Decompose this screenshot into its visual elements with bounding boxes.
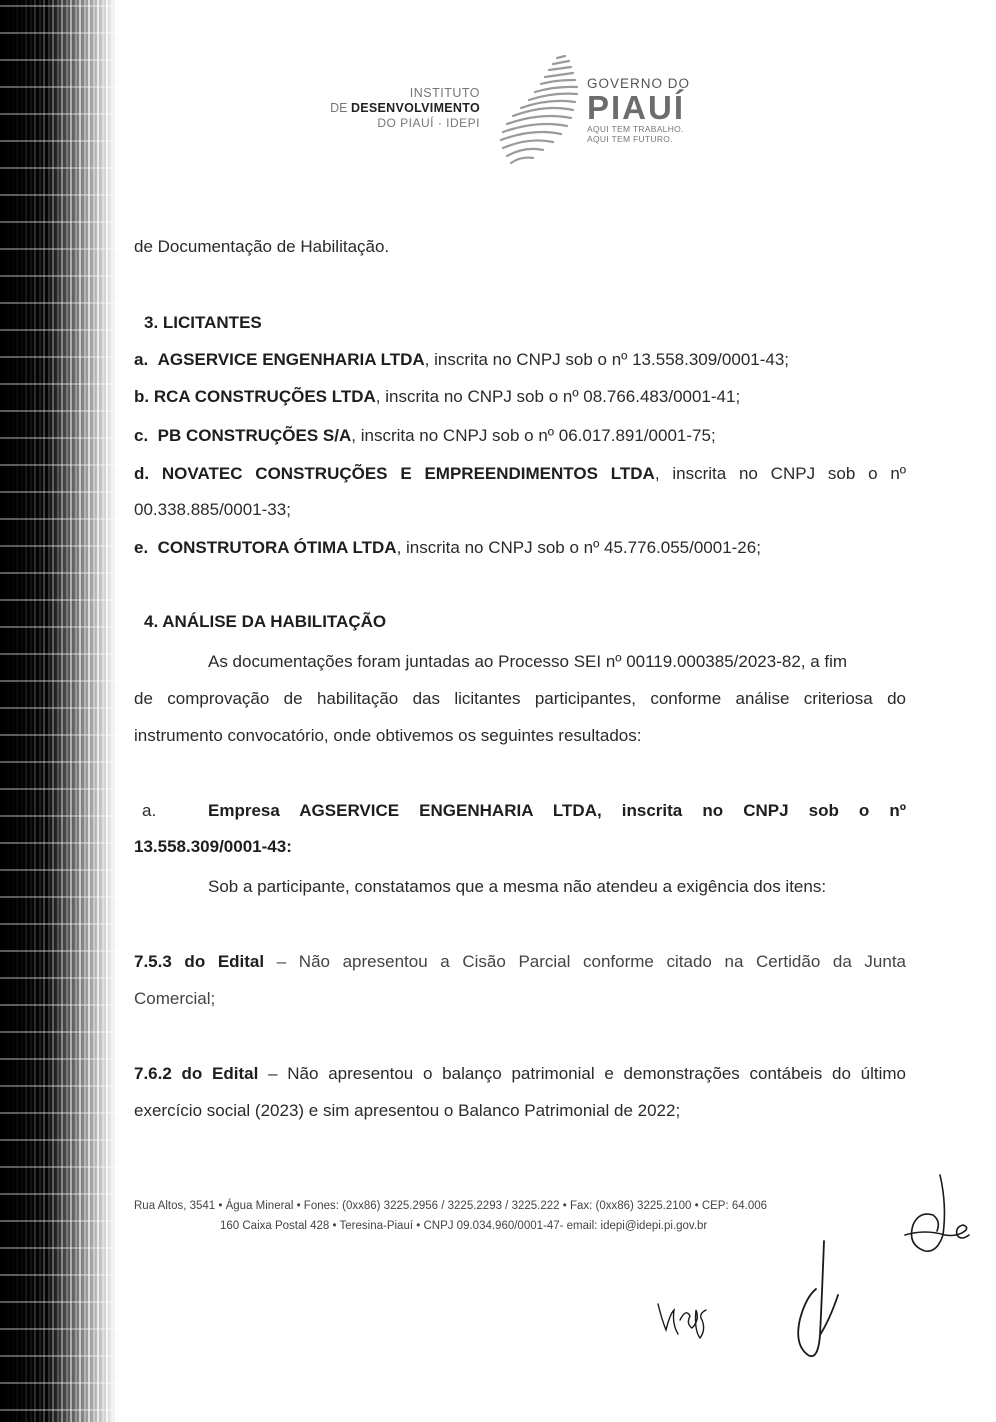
item-a-heading: Empresa AGSERVICE ENGENHARIA LTDA, inscrita no CNPJ sob o nº (208, 801, 906, 820)
gov-tagline1: AQUI TEM TRABALHO. (587, 124, 684, 134)
footer-line1: Rua Altos, 3541 • Água Mineral • Fones: (0xx86) 3225.2956 / 3225.2293 / 3225.222 • Fax: (0xx86) 3225.2100 • CEP: 64.006 (134, 1200, 768, 1212)
intro-line: de Documentação de Habilitação. (134, 237, 390, 256)
bidder-e: e. CONSTRUTORA ÓTIMA LTDA, inscrita no CNPJ sob o nº 45.776.055/0001-26; (134, 538, 761, 557)
bidder-a: a. AGSERVICE ENGENHARIA LTDA, inscrita no CNPJ sob o nº 13.558.309/0001-43; (134, 350, 790, 369)
institute-line2: DE DESENVOLVIMENTO (330, 101, 480, 115)
handwritten-signature-2 (780, 1235, 860, 1375)
piaui-map-logo (495, 52, 585, 172)
institute-line1: INSTITUTO (409, 86, 480, 100)
item-a-heading-cont: 13.558.309/0001-43: (134, 837, 292, 856)
scan-edge-artifact (0, 0, 118, 1422)
bidder-d: d. NOVATEC CONSTRUÇÕES E EMPREENDIMENTOS LTDA, inscrita no CNPJ sob o nº (134, 464, 906, 483)
item-a-statement: Sob a participante, constatamos que a mesma não atendeu a exigência dos itens: (208, 877, 827, 896)
gov-line2: PIAUÍ (587, 89, 686, 126)
item-762: 7.6.2 do Edital – Não apresentou o balanço patrimonial e demonstrações contábeis do último (134, 1064, 907, 1083)
gov-tagline2: AQUI TEM FUTURO. (587, 134, 673, 144)
item-753-cont: Comercial; (134, 989, 216, 1008)
bidder-d-continuation: 00.338.885/0001-33; (134, 500, 291, 519)
gov-line1: GOVERNO DO (587, 76, 691, 91)
bidder-b: b. RCA CONSTRUÇÕES LTDA, inscrita no CNPJ sob o nº 08.766.483/0001-41; (134, 387, 741, 406)
bidder-c: c. PB CONSTRUÇÕES S/A, inscrita no CNPJ sob o nº 06.017.891/0001-75; (134, 426, 716, 445)
item-a-letter: a. (142, 801, 157, 820)
section-4-title: 4. ANÁLISE DA HABILITAÇÃO (144, 612, 387, 631)
institute-line3: DO PIAUÍ · IDEPI (377, 116, 480, 130)
handwritten-signature-1 (885, 1165, 985, 1265)
analysis-line-1: As documentações foram juntadas ao Processo SEI nº 00119.000385/2023-82, a fim (208, 652, 848, 671)
governo-piaui-wordmark (587, 76, 690, 144)
footer-line2: 160 Caixa Postal 428 • Teresina-Piauí • CNPJ 09.034.960/0001-47- email: idepi@idepi.pi.gov.br (220, 1220, 708, 1232)
item-753: 7.5.3 do Edital – Não apresentou a Cisão Parcial conforme citado na Certidão da Junta (134, 952, 907, 971)
analysis-line-3: instrumento convocatório, onde obtivemos os seguintes resultados: (134, 726, 642, 745)
item-762-cont: exercício social (2023) e sim apresentou o Balanco Patrimonial de 2022; (134, 1101, 681, 1120)
handwritten-initials (650, 1290, 720, 1350)
analysis-line-2: de comprovação de habilitação das licitantes participantes, conforme análise criteriosa do (134, 689, 906, 708)
section-3-title: 3. LICITANTES (144, 313, 262, 332)
idepi-name (290, 86, 480, 131)
letterhead (290, 52, 710, 172)
